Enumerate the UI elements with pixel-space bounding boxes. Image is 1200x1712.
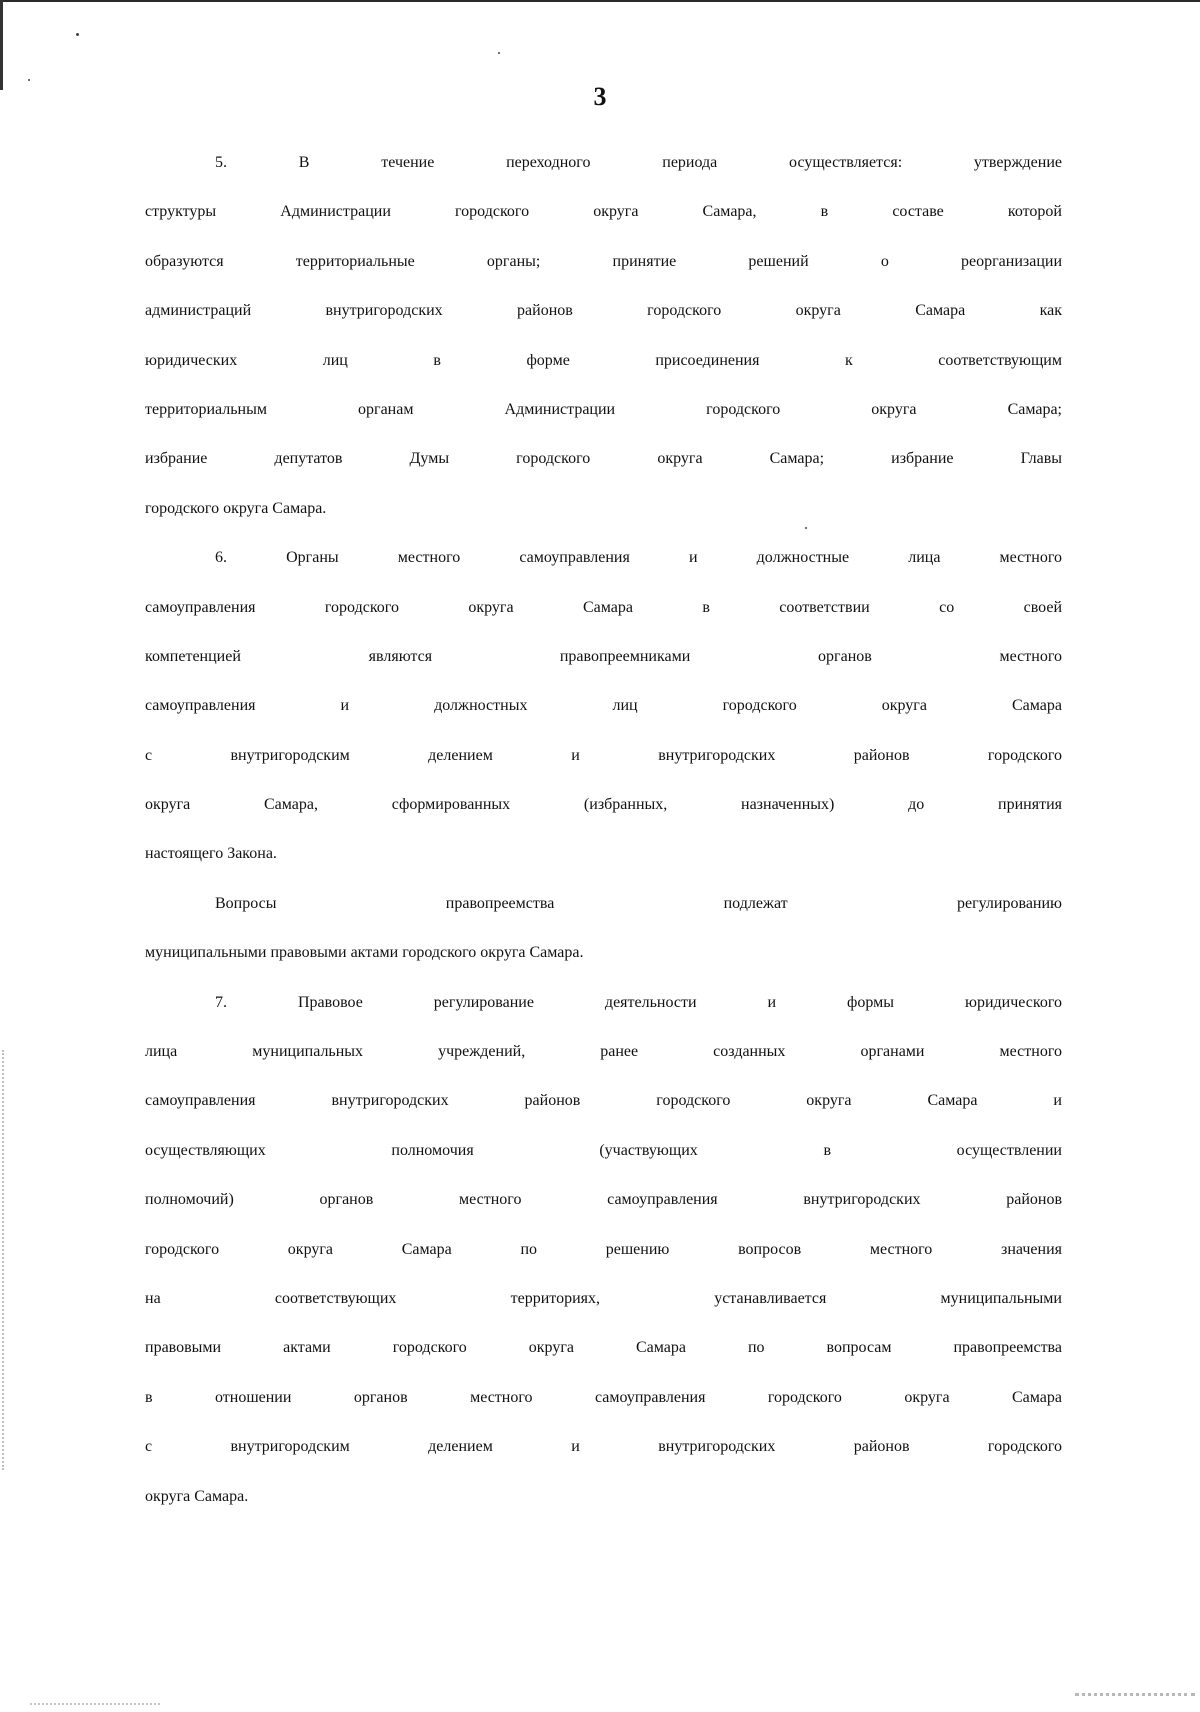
text-line: избрание депутатов Думы городского округа Самара; избрание Главы [145,450,1062,468]
document-body [145,154,1062,1537]
text-line: компетенцией являются правопреемниками органов местного [145,647,1062,665]
text-line: самоуправления городского округа Самара в соответствии со своей [145,598,1062,616]
text-line: образуются территориальные органы; принятие решений о реорганизации [145,252,1062,270]
text-line: настоящего Закона. [145,845,277,863]
text-line: на соответствующих территориях, устанавливается муниципальными [145,1289,1062,1307]
text-line: лица муниципальных учреждений, ранее созданных органами местного [145,1043,1062,1061]
paragraph-5 [145,154,1062,549]
text-line: с внутригородским делением и внутригородских районов городского [145,1438,1062,1456]
text-line: юридических лиц в форме присоединения к соответствующим [145,351,1062,369]
text-line: 5. В течение переходного периода осуществляется: утверждение [215,154,1062,171]
text-line: полномочий) органов местного самоуправления внутригородских районов [145,1191,1062,1209]
text-line: городского округа Самара по решению вопросов местного значения [145,1240,1062,1258]
page-number: 3 [593,82,607,111]
scan-noise-bottom-right [1075,1693,1195,1697]
text-line: округа Самара, сформированных (избранных, назначенных) до принятия [145,796,1062,814]
text-line: структуры Администрации городского округа Самара, в составе которой [145,203,1062,221]
scan-speck [28,79,30,81]
paragraph-7 [145,994,1062,1537]
text-line: Вопросы правопреемства подлежат регулированию [215,894,1062,912]
scan-speck [498,52,500,54]
text-line: самоуправления и должностных лиц городского округа Самара [145,697,1062,715]
scan-noise-bottom [30,1703,160,1706]
text-line: 6. Органы местного самоуправления и должностные лица местного [215,549,1062,567]
scan-noise-left [2,1050,6,1470]
text-line: правовыми актами городского округа Самара по вопросам правопреемства [145,1339,1062,1357]
text-line: осуществляющих полномочия (участвующих в осуществлении [145,1141,1062,1159]
text-line: 7. Правовое регулирование деятельности и формы юридического [215,993,1062,1011]
scan-speck [76,33,79,36]
scan-edge-top [0,0,1200,2]
text-line: городского округа Самара. [145,499,327,517]
text-line: самоуправления внутригородских районов городского округа Самара и [145,1092,1062,1110]
text-line: территориальным органам Администрации городского округа Самара; [145,400,1062,418]
text-line: в отношении органов местного самоуправления городского округа Самара [145,1388,1062,1406]
text-line: администраций внутригородских районов городского округа Самара как [145,302,1062,320]
scan-edge-left [0,0,3,90]
text-line: округа Самара. [145,1487,249,1505]
paragraph-6-succession [145,895,1062,994]
text-line: с внутригородским делением и внутригородских районов городского [145,746,1062,764]
paragraph-6 [145,549,1062,895]
text-line: муниципальными правовыми актами городского округа Самара. [145,944,584,962]
